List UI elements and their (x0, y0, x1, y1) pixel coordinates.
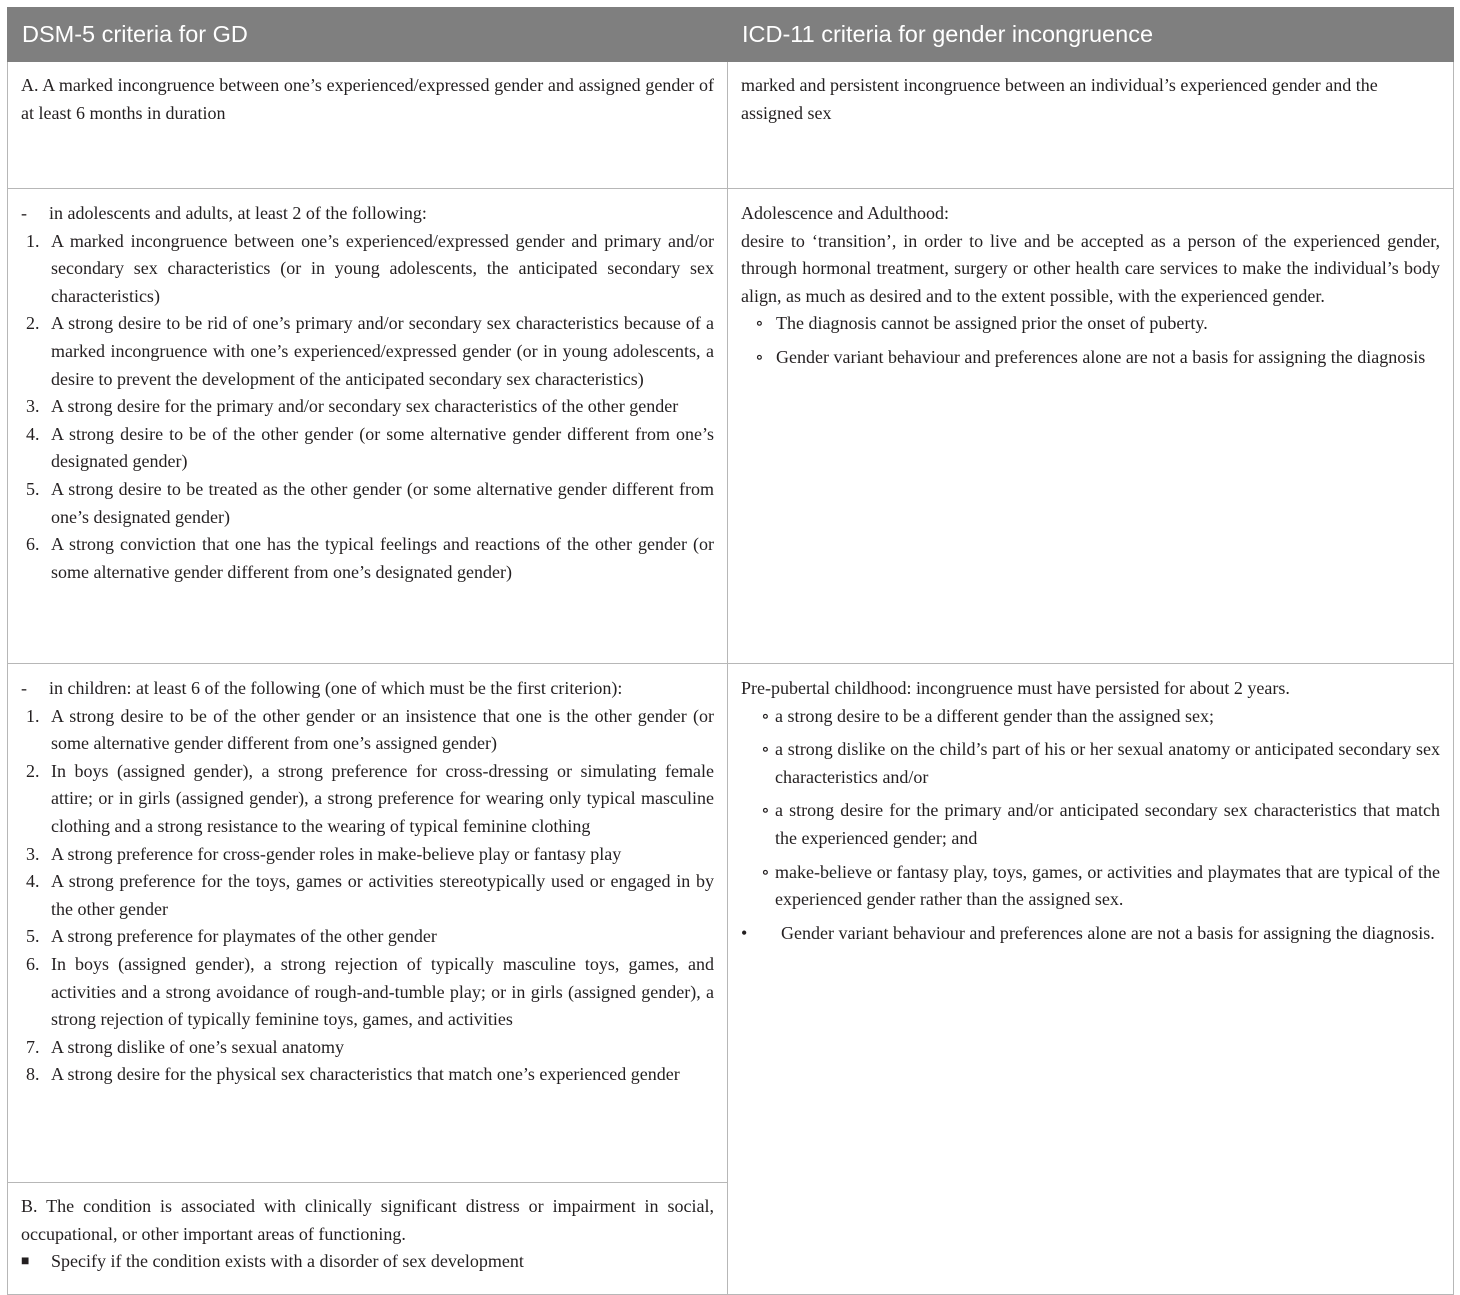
list-item: 3. A strong preference for cross-gender roles in make-believe play or fantasy play (26, 843, 622, 864)
bullet-icon: ∘ (761, 705, 770, 726)
list-item: ■ Specify if the condition exists with a disorder of sex development (21, 1248, 714, 1276)
cell-icd-adults (728, 189, 1454, 664)
dsm-criterion-b-bullets (21, 1248, 714, 1276)
icd-adults-text: desire to ‘transition’, in order to live and be accepted as a person of the experienced gender, through hormonal treatment, surgery or other health care services to make the individual’s body align, as much as desired and to the extent possible, with the experienced gender. (741, 230, 1440, 306)
cell-icd-a (728, 62, 1454, 189)
bullet-icon: ∘ (761, 739, 770, 760)
dsm-criterion-b-text: B. The condition is associated with clinically significant distress or impairment in social, occupational, or other important areas of functioning. (21, 1196, 714, 1244)
cell-dsm-children (8, 664, 728, 1183)
list-item: 4. A strong preference for the toys, games or activities stereotypically used or engaged in by the other gender (26, 871, 714, 919)
cell-dsm-b (8, 1183, 728, 1295)
row-adults (8, 189, 1454, 664)
bullet-icon: ∘ (761, 861, 770, 882)
row-children (8, 664, 1454, 1183)
header-icd11: ICD-11 criteria for gender incongruence (728, 8, 1454, 62)
list-item: 7. A strong dislike of one’s sexual anatomy (26, 1036, 344, 1057)
list-item: 3. A strong desire for the primary and/or secondary sex characteristics of the other gender (26, 396, 679, 417)
bullet-icon: ∘ (755, 346, 764, 367)
icd-criterion-a-text: marked and persistent incongruence between an individual’s experienced gender and the assigned sex (741, 75, 1378, 123)
list-item: 4. A strong desire to be of the other gender (or some alternative gender different from one’s designated gender) (26, 423, 714, 472)
list-item: ∘ a strong desire to be a different gender than the assigned sex; (741, 703, 1440, 731)
dsm-criterion-a-text: A. A marked incongruence between one’s experienced/expressed gender and assigned gender of at least 6 months in duration (21, 75, 714, 123)
row-criterion-a (8, 62, 1454, 189)
list-item: ∘ make-believe or fantasy play, toys, games, or activities and playmates that are typical of the experienced gender rather than the assigned sex. (741, 859, 1440, 914)
list-item: 5. A strong desire to be treated as the other gender (or some alternative gender different from one’s designated gender) (26, 478, 714, 527)
list-item: • Gender variant behaviour and preferences alone are not a basis for assigning the diagnosis. (741, 920, 1440, 948)
icd-children-bullets (741, 703, 1440, 914)
list-item: 2. In boys (assigned gender), a strong preference for cross-dressing or simulating female attire; or in girls (assigned gender), a strong preference for wearing only typical masculine clothing and a strong resistance to the wearing of typical feminine clothing (26, 760, 714, 836)
bullet-icon: • (741, 922, 748, 943)
list-item: 2. A strong desire to be rid of one’s primary and/or secondary sex characteristics because of a marked incongruence with one’s experienced/expressed gender (or in young adolescents, a desire to prevent the development of the anticipated secondary sex characteristics) (26, 313, 714, 389)
icd-adults-title: Adolescence and Adulthood: (741, 203, 949, 223)
list-item: 1. A strong desire to be of the other gender or an insistence that one is the other gender (or some alternative gender different from one’s assigned gender) (26, 705, 714, 754)
dsm-adults-list (21, 228, 714, 587)
list-item: ∘ The diagnosis cannot be assigned prior the onset of puberty. (741, 310, 1440, 338)
list-item: 8. A strong desire for the physical sex characteristics that match one’s experienced gender (26, 1064, 680, 1085)
icd-children-intro: Pre-pubertal childhood: incongruence must have persisted for about 2 years. (741, 678, 1290, 698)
list-item: 1. A marked incongruence between one’s experienced/expressed gender and primary and/or secondary sex characteristics (or in young adolescents, the anticipated secondary sex characteristics) (26, 230, 714, 306)
icd-adults-bullets (741, 310, 1440, 371)
dash-marker: - (21, 203, 27, 223)
dsm-children-list (21, 703, 714, 1089)
dsm-adults-intro: - in adolescents and adults, at least 2 of the following: (21, 200, 714, 228)
header-dsm5: DSM-5 criteria for GD (8, 8, 728, 62)
cell-dsm-a (8, 62, 728, 189)
table-header-row (8, 8, 1454, 62)
icd-children-final (741, 920, 1440, 948)
list-item: ∘ a strong desire for the primary and/or anticipated secondary sex characteristics that match the experienced gender; and (741, 797, 1440, 852)
square-bullet-icon: ■ (21, 1254, 30, 1270)
bullet-icon: ∘ (755, 313, 764, 334)
list-item: 6. In boys (assigned gender), a strong rejection of typically masculine toys, games, and activities and a strong avoidance of rough-and-tumble play; or in girls (assigned gender), a strong rejection of typically feminine toys, games, and activities (26, 953, 714, 1030)
cell-icd-children (728, 664, 1454, 1295)
list-item: ∘ a strong dislike on the child’s part of his or her sexual anatomy or anticipated secondary sex characteristics and/or (741, 736, 1440, 791)
bullet-icon: ∘ (761, 800, 770, 821)
list-item: 5. A strong preference for playmates of the other gender (26, 926, 437, 947)
dash-marker: - (21, 678, 27, 698)
list-item: 6. A strong conviction that one has the typical feelings and reactions of the other gender (or some alternative gender different from one’s designated gender) (26, 534, 714, 582)
cell-dsm-adults (8, 189, 728, 664)
criteria-comparison-table (7, 7, 1454, 1295)
dsm-children-intro: - in children: at least 6 of the following (one of which must be the first criterion): (21, 675, 714, 703)
list-item: ∘ Gender variant behaviour and preferences alone are not a basis for assigning the diagnosis (741, 344, 1440, 372)
